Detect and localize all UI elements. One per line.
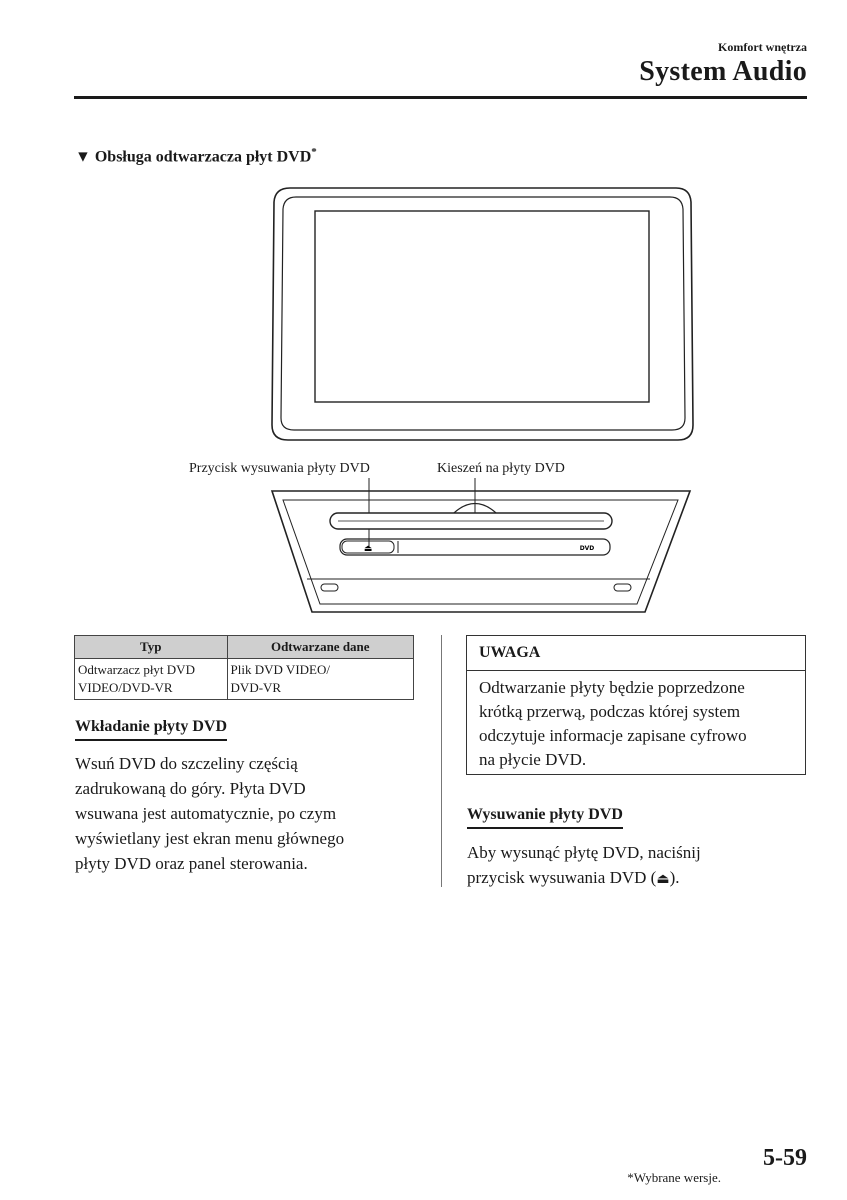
callout-eject-label: Przycisk wysuwania płyty DVD <box>189 461 370 476</box>
table-cell-line: VIDEO/DVD-VR <box>78 680 173 695</box>
console-panel <box>272 491 690 612</box>
dvd-logo-icon: DVD <box>579 545 595 552</box>
page-title: System Audio <box>639 56 807 87</box>
display-unit <box>272 188 693 440</box>
table-row <box>75 659 414 700</box>
triangle-marker-icon: ▼ <box>75 148 91 166</box>
eject-heading: Wysuwanie płyty DVD <box>467 806 623 829</box>
text-line <box>467 865 807 892</box>
table-header-row <box>75 636 414 659</box>
footnote: *Wybrane wersje. <box>627 1170 721 1185</box>
left-vent <box>321 584 338 591</box>
column-divider <box>441 635 442 887</box>
text-line: Wsuń DVD do szczeliny częścią <box>75 754 298 773</box>
text-line: wsuwana jest automatycznie, po czym <box>75 804 337 823</box>
optional-marker: * <box>311 146 317 158</box>
text-line: płyty DVD oraz panel sterowania. <box>75 854 308 873</box>
text-segment: ). <box>669 868 680 887</box>
note-heading: UWAGA <box>467 636 805 671</box>
display-screen <box>315 211 649 402</box>
text-segment: przycisk wysuwania DVD ( <box>467 868 657 887</box>
table-header-type: Typ <box>75 636 228 659</box>
playable-media-table <box>74 635 414 700</box>
text-line: na płycie DVD. <box>479 750 587 769</box>
section-title: Obsługa odtwarzacza płyt DVD <box>94 148 312 166</box>
callout-slot-label: Kieszeń na płyty DVD <box>437 461 565 476</box>
insert-instructions <box>75 751 425 876</box>
text-line: wyświetlany jest ekran menu głównego <box>75 829 345 848</box>
text-line: Odtwarzanie płyty będzie poprzedzone <box>479 678 745 697</box>
note-body <box>467 671 805 772</box>
chapter-label: Komfort wnętrza <box>718 40 807 54</box>
table-cell-line: DVD-VR <box>230 680 282 695</box>
insert-heading: Wkładanie płyty DVD <box>75 718 227 741</box>
eject-instructions <box>467 840 807 892</box>
text-line: Aby wysunąć płytę DVD, naciśnij <box>467 843 701 862</box>
text-line: krótką przerwą, podczas której system <box>479 702 741 721</box>
eject-icon: ⏏ <box>363 544 373 554</box>
page-number: 5-59 <box>763 1145 807 1171</box>
table-header-data: Odtwarzane dane <box>227 636 413 659</box>
table-cell-line: Plik DVD VIDEO/ <box>230 662 330 677</box>
text-line: odczytuje informacje zapisane cyfrowo <box>479 726 747 745</box>
note-box <box>466 635 806 775</box>
table-cell-line: Odtwarzacz płyt DVD <box>78 662 195 677</box>
table-cell-type <box>75 659 228 700</box>
right-vent <box>614 584 631 591</box>
text-line: zadrukowaną do góry. Płyta DVD <box>75 779 306 798</box>
eject-icon: ⏏ <box>656 871 670 887</box>
table-cell-data <box>227 659 413 700</box>
